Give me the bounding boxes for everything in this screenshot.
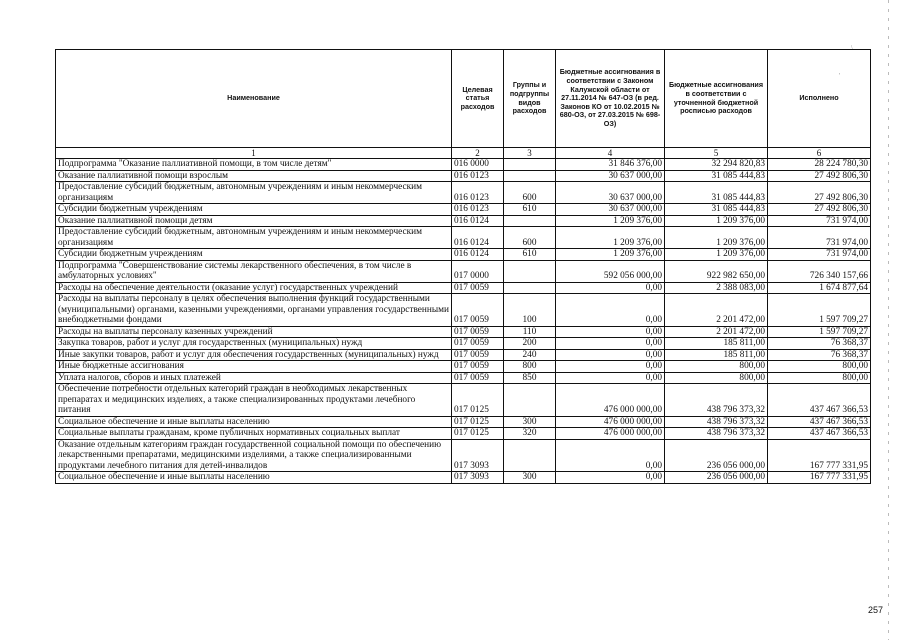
row-csr: 016 0124 — [452, 227, 504, 249]
row-vr: 300 — [504, 472, 556, 484]
row-name: Социальные выплаты гражданам, кроме публичных нормативных социальных выплат — [56, 428, 452, 440]
row-csr: 016 0124 — [452, 249, 504, 261]
row-csr: 017 0059 — [452, 294, 504, 327]
row-vr: 320 — [504, 428, 556, 440]
row-vr: 110 — [504, 326, 556, 338]
row-refined: 1 209 376,00 — [665, 227, 768, 249]
row-refined: 2 201 472,00 — [665, 326, 768, 338]
row-executed: 1 674 877,64 — [768, 282, 871, 294]
row-executed: 437 467 366,53 — [768, 384, 871, 417]
row-vr: 300 — [504, 416, 556, 428]
row-law: 31 846 376,00 — [556, 159, 665, 171]
row-refined: 31 085 444,83 — [665, 204, 768, 216]
row-name: Социальное обеспечение и иные выплаты населению — [56, 472, 452, 484]
row-law: 476 000 000,00 — [556, 416, 665, 428]
row-refined: 1 209 376,00 — [665, 215, 768, 227]
row-refined: 2 201 472,00 — [665, 294, 768, 327]
row-name: Уплата налогов, сборов и иных платежей — [56, 372, 452, 384]
row-vr — [504, 260, 556, 282]
column-number: 6 — [768, 148, 871, 159]
table-row — [56, 227, 871, 249]
row-csr: 017 0059 — [452, 326, 504, 338]
row-csr: 016 0123 — [452, 204, 504, 216]
row-name: Иные бюджетные ассигнования — [56, 361, 452, 373]
row-refined: 800,00 — [665, 372, 768, 384]
table-row — [56, 326, 871, 338]
table-row — [56, 372, 871, 384]
row-refined: 236 056 000,00 — [665, 472, 768, 484]
column-number: 5 — [665, 148, 768, 159]
row-law: 476 000 000,00 — [556, 384, 665, 417]
column-number: 4 — [556, 148, 665, 159]
row-vr — [504, 215, 556, 227]
row-law: 0,00 — [556, 326, 665, 338]
row-law: 0,00 — [556, 361, 665, 373]
row-executed: 167 777 331,95 — [768, 472, 871, 484]
row-csr: 017 0059 — [452, 349, 504, 361]
table-row — [56, 182, 871, 204]
row-executed: 76 368,37 — [768, 349, 871, 361]
row-name: Социальное обеспечение и иные выплаты населению — [56, 416, 452, 428]
row-refined: 2 388 083,00 — [665, 282, 768, 294]
row-executed: 731 974,00 — [768, 227, 871, 249]
row-vr: 850 — [504, 372, 556, 384]
row-vr: 800 — [504, 361, 556, 373]
row-name: Субсидии бюджетным учреждениям — [56, 249, 452, 261]
table-row — [56, 416, 871, 428]
row-csr: 017 0059 — [452, 338, 504, 350]
row-refined: 31 085 444,83 — [665, 182, 768, 204]
table-row — [56, 439, 871, 472]
row-name: Иные закупки товаров, работ и услуг для обеспечения государственных (муниципальных) нужд — [56, 349, 452, 361]
row-csr: 017 0125 — [452, 416, 504, 428]
row-refined: 185 811,00 — [665, 349, 768, 361]
row-law: 0,00 — [556, 294, 665, 327]
row-name: Субсидии бюджетным учреждениям — [56, 204, 452, 216]
table-row — [56, 294, 871, 327]
row-refined: 800,00 — [665, 361, 768, 373]
row-vr: 240 — [504, 349, 556, 361]
row-refined: 32 294 820,83 — [665, 159, 768, 171]
row-refined: 31 085 444,83 — [665, 170, 768, 182]
row-vr — [504, 159, 556, 171]
row-executed: 726 340 157,66 — [768, 260, 871, 282]
row-name: Подпрограмма "Оказание паллиативной помощи, в том числе детям" — [56, 159, 452, 171]
header-name: Наименование — [56, 50, 452, 148]
row-csr: 016 0124 — [452, 215, 504, 227]
table-row — [56, 170, 871, 182]
row-executed: 28 224 780,30 — [768, 159, 871, 171]
row-law: 0,00 — [556, 472, 665, 484]
row-law: 0,00 — [556, 372, 665, 384]
row-csr: 016 0000 — [452, 159, 504, 171]
row-executed: 731 974,00 — [768, 249, 871, 261]
row-csr: 017 0059 — [452, 372, 504, 384]
row-csr: 017 3093 — [452, 439, 504, 472]
row-vr: 200 — [504, 338, 556, 350]
row-law: 476 000 000,00 — [556, 428, 665, 440]
row-vr: 100 — [504, 294, 556, 327]
table-row — [56, 472, 871, 484]
scan-tick: ' — [839, 72, 841, 80]
row-executed: 27 492 806,30 — [768, 170, 871, 182]
row-executed: 27 492 806,30 — [768, 182, 871, 204]
row-executed: 1 597 709,27 — [768, 294, 871, 327]
row-law: 1 209 376,00 — [556, 249, 665, 261]
row-executed: 800,00 — [768, 372, 871, 384]
column-number: 3 — [504, 148, 556, 159]
column-number: 2 — [452, 148, 504, 159]
row-executed: 731 974,00 — [768, 215, 871, 227]
budget-table — [55, 49, 871, 484]
table-row — [56, 204, 871, 216]
row-law: 30 637 000,00 — [556, 170, 665, 182]
table-row — [56, 159, 871, 171]
header-law-allocation: Бюджетные ассигнования в соответствии с Законом Калужской области от 27.11.2014 № 647-ОЗ (в ред. Законов КО от 10.02.2015 № 680-ОЗ, от 27.03.2015 № 698-ОЗ) — [556, 50, 665, 148]
table-row — [56, 215, 871, 227]
row-executed: 1 597 709,27 — [768, 326, 871, 338]
column-number-row — [56, 148, 871, 159]
scan-mark: \ — [851, 44, 853, 52]
row-name: Оказание паллиативной помощи взрослым — [56, 170, 452, 182]
header-row — [56, 50, 871, 148]
row-name: Расходы на обеспечение деятельности (оказание услуг) государственных учреждений — [56, 282, 452, 294]
row-executed: 76 368,37 — [768, 338, 871, 350]
row-refined: 438 796 373,32 — [665, 416, 768, 428]
row-name: Расходы на выплаты персоналу казенных учреждений — [56, 326, 452, 338]
row-csr: 016 0123 — [452, 170, 504, 182]
row-refined: 1 209 376,00 — [665, 249, 768, 261]
row-refined: 438 796 373,32 — [665, 384, 768, 417]
row-vr — [504, 282, 556, 294]
row-name: Предоставление субсидий бюджетным, автономным учреждениям и иным некоммерческим организациям — [56, 227, 452, 249]
row-refined: 236 056 000,00 — [665, 439, 768, 472]
table-row — [56, 338, 871, 350]
row-csr: 017 3093 — [452, 472, 504, 484]
row-law: 1 209 376,00 — [556, 215, 665, 227]
row-name: Обеспечение потребности отдельных категорий граждан в необходимых лекарственных препаратах и медицинских изделиях, а также специализированных продуктами лечебного питания — [56, 384, 452, 417]
row-refined: 438 796 373,32 — [665, 428, 768, 440]
row-name: Предоставление субсидий бюджетным, автономным учреждениям и иным некоммерческим организациям — [56, 182, 452, 204]
row-executed: 167 777 331,95 — [768, 439, 871, 472]
row-vr: 600 — [504, 182, 556, 204]
row-law: 0,00 — [556, 338, 665, 350]
scan-edge-line — [888, 0, 889, 640]
row-name: Закупка товаров, работ и услуг для государственных (муниципальных) нужд — [56, 338, 452, 350]
row-vr: 610 — [504, 204, 556, 216]
table-row — [56, 361, 871, 373]
table-row — [56, 428, 871, 440]
row-csr: 017 0125 — [452, 384, 504, 417]
row-csr: 017 0059 — [452, 361, 504, 373]
table-row — [56, 349, 871, 361]
row-vr — [504, 384, 556, 417]
table-row — [56, 282, 871, 294]
row-executed: 27 492 806,30 — [768, 204, 871, 216]
row-refined: 922 982 650,00 — [665, 260, 768, 282]
row-executed: 800,00 — [768, 361, 871, 373]
row-name: Расходы на выплаты персоналу в целях обеспечения выполнения функций государственными (муниципальными) органами, казенными учреждениями, органами управления государственными внебюджетными фондами — [56, 294, 452, 327]
table-row — [56, 260, 871, 282]
header-csr: Целевая статья расходов — [452, 50, 504, 148]
header-executed: Исполнено — [768, 50, 871, 148]
row-law: 0,00 — [556, 282, 665, 294]
row-name: Подпрограмма "Совершенствование системы лекарственного обеспечения, в том числе в амбулаторных условиях" — [56, 260, 452, 282]
row-law: 30 637 000,00 — [556, 182, 665, 204]
row-executed: 437 467 366,53 — [768, 416, 871, 428]
column-number: 1 — [56, 148, 452, 159]
header-refined-allocation: Бюджетные ассигнования в соответствии с уточненной бюджетной росписью расходов — [665, 50, 768, 148]
row-executed: 437 467 366,53 — [768, 428, 871, 440]
row-name: Оказание паллиативной помощи детям — [56, 215, 452, 227]
row-law: 0,00 — [556, 439, 665, 472]
row-law: 592 056 000,00 — [556, 260, 665, 282]
row-csr: 017 0125 — [452, 428, 504, 440]
table-row — [56, 249, 871, 261]
row-vr: 610 — [504, 249, 556, 261]
page-number: 257 — [868, 605, 884, 615]
row-csr: 017 0000 — [452, 260, 504, 282]
row-law: 30 637 000,00 — [556, 204, 665, 216]
row-vr — [504, 170, 556, 182]
row-law: 1 209 376,00 — [556, 227, 665, 249]
row-refined: 185 811,00 — [665, 338, 768, 350]
row-csr: 016 0123 — [452, 182, 504, 204]
row-name: Оказание отдельным категориям граждан государственной социальной помощи по обеспечению лекарственными препаратами, медицинскими изделиями, а также специализированными продуктами лечебного питания для детей-инвалидов — [56, 439, 452, 472]
row-law: 0,00 — [556, 349, 665, 361]
row-vr — [504, 439, 556, 472]
table-row — [56, 384, 871, 417]
row-vr: 600 — [504, 227, 556, 249]
row-csr: 017 0059 — [452, 282, 504, 294]
header-vr: Группы и подгруппы видов расходов — [504, 50, 556, 148]
